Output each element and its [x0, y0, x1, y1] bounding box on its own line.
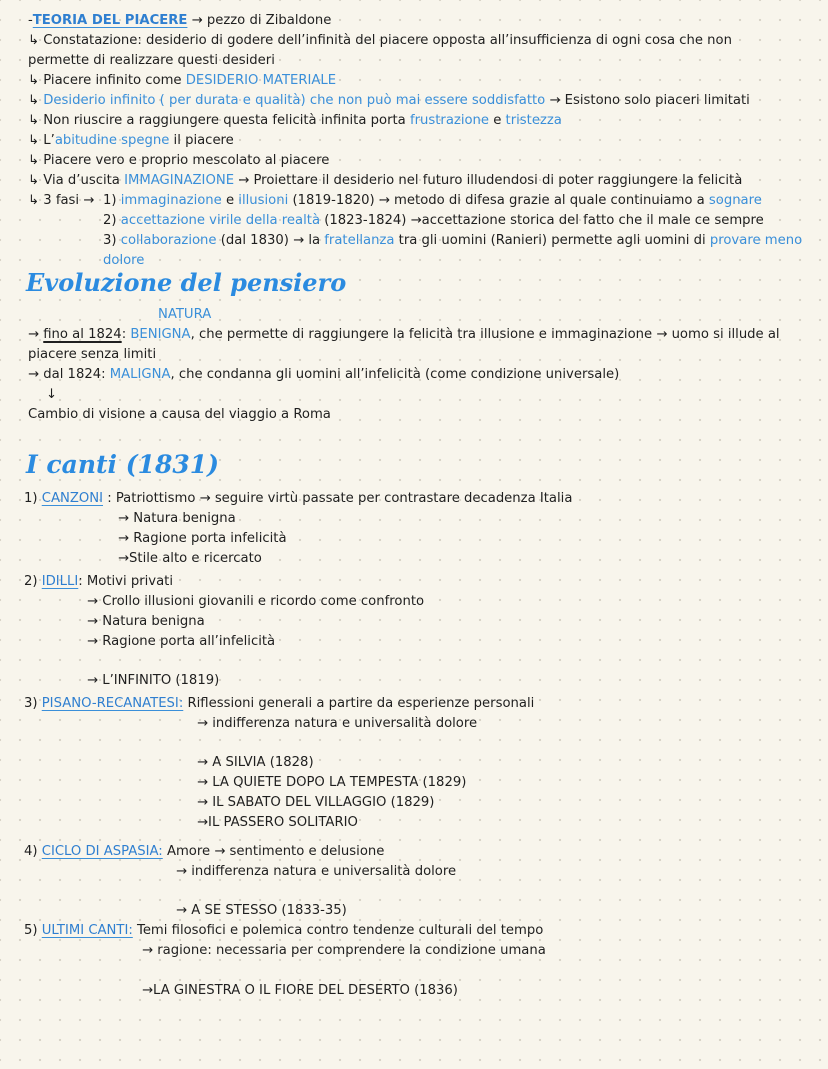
- line-text: Non riuscire a raggiungere questa felicità infinita porta: [43, 113, 410, 128]
- line-text: Temi filosofici e polemica contro tendenze culturali del tempo: [132, 923, 544, 938]
- canzoni-point: → Ragione porta infelicità: [118, 531, 287, 546]
- line-text: e: [489, 113, 506, 128]
- line-text: , che permette di raggiungere la felicità tra illusione e immaginazione → uomo si illude al: [190, 327, 780, 342]
- ultimi-work: →LA GINESTRA O IL FIORE DEL DESERTO (1836): [142, 983, 458, 998]
- arrow-icon: →: [28, 327, 44, 342]
- fase-num: 1): [103, 193, 121, 208]
- highlight: BENIGNA: [130, 327, 191, 342]
- idilli-title: IDILLI: [41, 574, 79, 589]
- idilli-line: [24, 573, 173, 591]
- line-text: permette di realizzare questi desideri: [28, 53, 275, 68]
- underlined-text: fino al 1824: [43, 327, 122, 342]
- fase-3-cont: dolore: [103, 253, 145, 268]
- line-text: Piacere vero e proprio mescolato al piacere: [43, 153, 330, 168]
- line-text: , che condanna gli uomini all’infelicità (come condizione universale): [170, 367, 620, 382]
- idilli-work: → L’INFINITO (1819): [87, 673, 220, 688]
- pisano-title: PISANO-RECANATESI:: [41, 696, 184, 711]
- highlight: frustrazione: [409, 113, 490, 128]
- line-text: tra gli uomini (Ranieri) permette agli uomini di: [394, 233, 710, 248]
- idilli-point: → Ragione porta all’infelicità: [87, 634, 276, 649]
- hook-arrow-icon: ↳: [28, 93, 40, 108]
- evoluzione-line-1: [28, 326, 780, 344]
- piacere-line-3: [28, 72, 336, 90]
- line-text: Amore → sentimento e delusione: [162, 844, 385, 859]
- line-text: Piacere infinito come: [43, 73, 186, 88]
- line-text: → Esistono solo piaceri limitati: [545, 93, 750, 108]
- fase-3: [103, 232, 802, 250]
- item-num: 1): [24, 491, 42, 506]
- item-num: 2): [24, 574, 42, 589]
- ultimi-title: ULTIMI CANTI:: [41, 923, 133, 938]
- item-num: 5): [24, 923, 42, 938]
- aspasia-line: [24, 843, 384, 861]
- pisano-work: → IL SABATO DEL VILLAGGIO (1829): [197, 795, 435, 810]
- highlight: collaborazione: [120, 233, 217, 248]
- line-text: → dal 1824:: [28, 367, 110, 382]
- piacere-line-8: [28, 172, 742, 190]
- evoluzione-line-2: [28, 366, 619, 384]
- evoluzione-line-1-cont: piacere senza limiti: [28, 347, 157, 362]
- highlight: immaginazione: [120, 193, 222, 208]
- line-text: Constatazione: desiderio di godere dell’infinità del piacere opposta all’insufficienza di ogni cosa che non: [43, 33, 732, 48]
- aspasia-work: → A SE STESSO (1833-35): [176, 903, 347, 918]
- pisano-work: → LA QUIETE DOPO LA TEMPESTA (1829): [197, 775, 467, 790]
- piacere-line-4: [28, 92, 750, 110]
- line-text: : Motivi privati: [78, 574, 174, 589]
- canzoni-point: → Natura benigna: [118, 511, 236, 526]
- title-prefix: -: [28, 13, 33, 28]
- title-suffix: → pezzo di Zibaldone: [187, 13, 332, 28]
- aspasia-point: → indifferenza natura e universalità dolore: [176, 864, 457, 879]
- highlight: IMMAGINAZIONE: [124, 173, 235, 188]
- canzoni-point: →Stile alto e ricercato: [118, 551, 262, 566]
- piacere-line-7: [28, 152, 329, 170]
- hook-arrow-icon: ↳: [28, 33, 40, 48]
- pisano-work: →IL PASSERO SOLITARIO: [197, 815, 358, 830]
- natura-label: NATURA: [158, 307, 212, 322]
- hook-arrow-icon: ↳: [28, 133, 40, 148]
- line-text: Riflessioni generali a partire da esperienze personali: [183, 696, 535, 711]
- evoluzione-heading: Evoluzione del pensiero: [26, 268, 347, 297]
- fase-num: 3): [103, 233, 121, 248]
- highlight: Desiderio infinito ( per durata e qualità) che non può mai essere soddisfatto: [43, 93, 546, 108]
- line-text: il piacere: [169, 133, 234, 148]
- line-text: (1819-1820) → metodo di difesa grazie al quale continuiamo a: [288, 193, 709, 208]
- line-text: (1823-1824) →accettazione storica del fatto che il male ce sempre: [320, 213, 764, 228]
- highlight: accettazione virile della realtà: [120, 213, 321, 228]
- piacere-line-6: [28, 132, 234, 150]
- hook-arrow-icon: ↳: [28, 73, 40, 88]
- ultimi-line: [24, 922, 543, 940]
- piacere-line-2: [28, 52, 275, 70]
- pisano-line: [24, 695, 534, 713]
- line-text: L’: [43, 133, 55, 148]
- line-text: Via d’uscita: [43, 173, 125, 188]
- fase-num: 2): [103, 213, 121, 228]
- line-text: : Patriottismo → seguire virtù passate per contrastare decadenza Italia: [103, 491, 573, 506]
- pisano-point: → indifferenza natura e universalità dolore: [197, 716, 478, 731]
- item-num: 3): [24, 696, 42, 711]
- fase-1: [103, 192, 762, 210]
- teoria-piacere-title-line: [28, 12, 331, 30]
- highlight: illusioni: [238, 193, 289, 208]
- fase-2: [103, 212, 764, 230]
- highlight: sognare: [708, 193, 762, 208]
- canzoni-title: CANZONI: [41, 491, 103, 506]
- teoria-piacere-title: TEORIA DEL PIACERE: [32, 13, 188, 28]
- fasi-label: ↳ 3 fasi →: [28, 193, 95, 208]
- canzoni-line: [24, 490, 572, 508]
- highlight: MALIGNA: [109, 367, 171, 382]
- highlight: abitudine spegne: [54, 133, 170, 148]
- highlight: tristezza: [505, 113, 562, 128]
- line-text: (dal 1830) → la: [216, 233, 325, 248]
- line-text: e: [221, 193, 239, 208]
- idilli-point: → Natura benigna: [87, 614, 205, 629]
- highlight: provare meno: [709, 233, 803, 248]
- highlight: DESIDERIO MATERIALE: [185, 73, 337, 88]
- line-text: → Proiettare il desiderio nel futuro illudendosi di poter raggiungere la felicità: [234, 173, 743, 188]
- hook-arrow-icon: ↳: [28, 113, 40, 128]
- hook-arrow-icon: ↳: [28, 173, 40, 188]
- piacere-line-5: [28, 112, 562, 130]
- canti-heading: I canti (1831): [26, 450, 219, 479]
- pisano-work: → A SILVIA (1828): [197, 755, 314, 770]
- down-arrow-icon: ↓: [46, 387, 58, 402]
- ultimi-point: → ragione: necessaria per comprendere la condizione umana: [142, 943, 546, 958]
- piacere-line-1: [28, 32, 732, 50]
- cambio-visione: Cambio di visione a causa del viaggio a Roma: [28, 407, 331, 422]
- item-num: 4): [24, 844, 42, 859]
- hook-arrow-icon: ↳: [28, 153, 40, 168]
- highlight: fratellanza: [324, 233, 395, 248]
- aspasia-title: CICLO DI ASPASIA:: [41, 844, 163, 859]
- line-text: :: [121, 327, 131, 342]
- idilli-point: → Crollo illusioni giovanili e ricordo come confronto: [87, 594, 425, 609]
